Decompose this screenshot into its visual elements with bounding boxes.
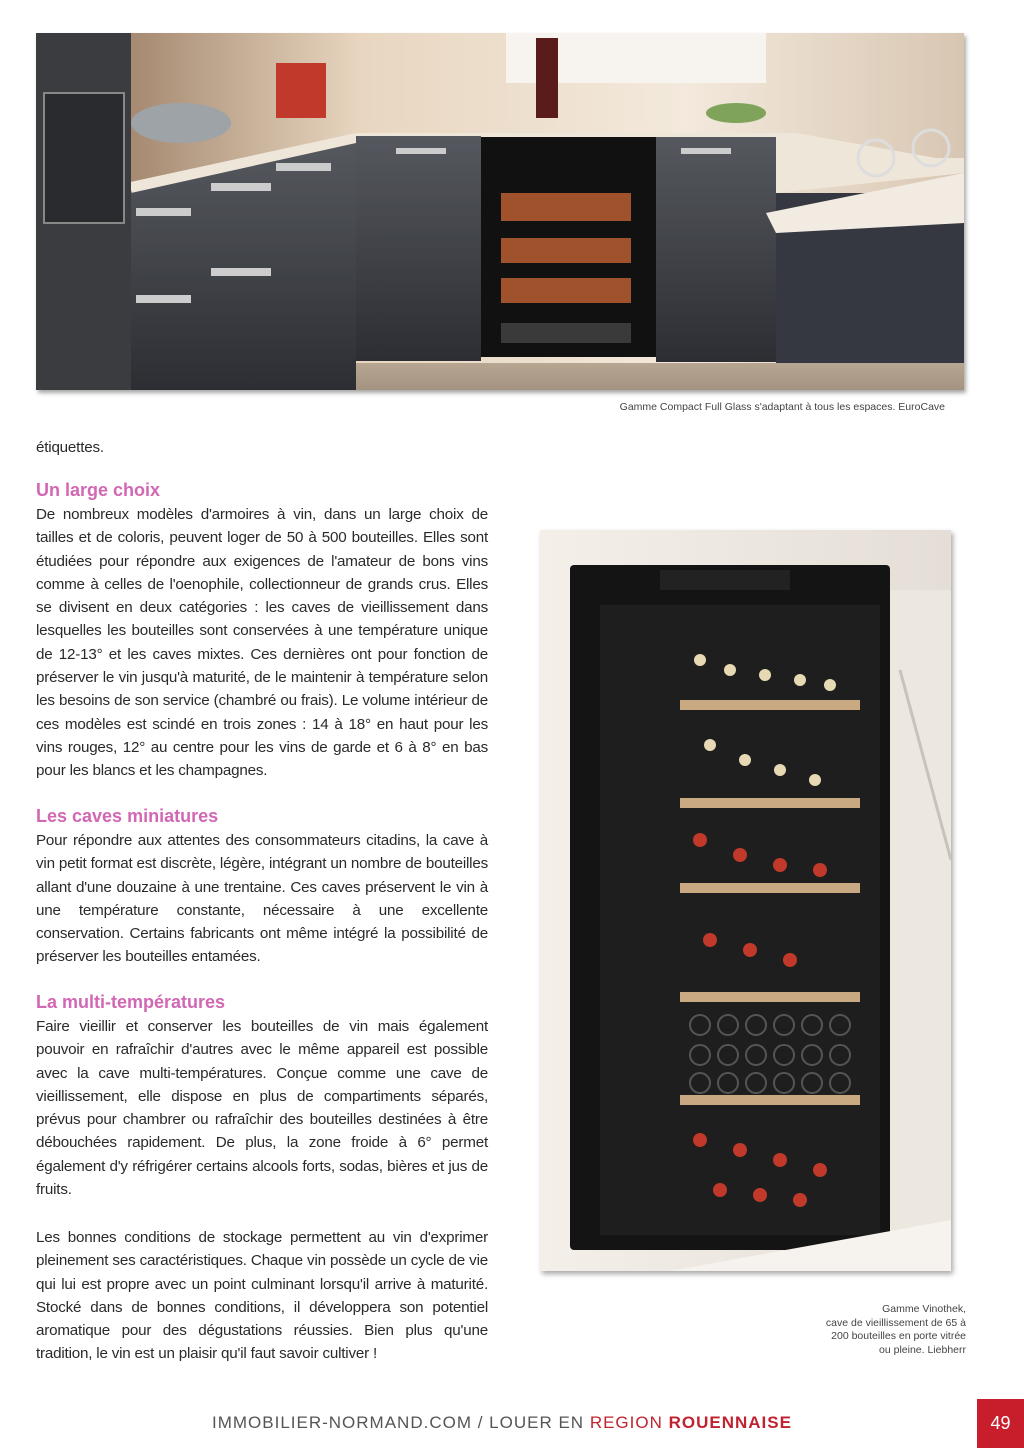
section-text: Pour répondre aux attentes des consommateurs citadins, la cave à vin petit format est discrète, légère, intégrant un nombre de bouteilles allant d'une douzaine à une trentaine. Ces caves préservent le vin à une température constante, nécessaire à une excellente conservation. Certains fabricants ont même intégré la possibilité de préserver les bouteilles entamées. <box>36 832 488 966</box>
caption-line: ou pleine. Liebherr <box>879 1343 966 1356</box>
caption-line: Gamme Vinothek, <box>882 1303 966 1315</box>
footer-part3: ROUENNAISE <box>668 1413 792 1432</box>
section-heading: Les caves miniatures <box>36 806 219 826</box>
section-text: De nombreux modèles d'armoires à vin, dans un large choix de tailles et de coloris, peuvent loger de 50 à 500 bouteilles. Elles sont étudiées pour répondre aux exigences de l'amateur de bons vins comme à celles de l'oenophile, collectionneur de grands crus. Elles se divisent en deux catégories : les caves de vieillissement dans lesquelles les bouteilles sont conservées à une température unique de 12-13° et les caves mixtes. Ces dernières ont pour fonction de préserver le vin jusqu'à maturité, de le maintenir à température selon les besoins de son service (chambré ou frais). Le volume intérieur de ces modèles est scindé en trois zones : 14 à 18° en haut pour les vins rouges, 12° au centre pour les vins de garde et 6 à 8° en bas pour les blancs et les champagnes. <box>36 506 488 780</box>
section-la-multi-temperatures <box>36 992 488 1201</box>
footer-site[interactable]: IMMOBILIER-NORMAND.COM <box>212 1413 472 1432</box>
intro-fragment: étiquettes. <box>36 439 104 456</box>
caption-line: 200 bouteilles en porte vitrée <box>831 1330 966 1343</box>
footer-part2: REGION <box>589 1413 669 1432</box>
closing-paragraph: Les bonnes conditions de stockage permettent au vin d'exprimer pleinement ses caractéristiques. Chaque vin possède un cycle de vie qui lui est propre avec un point culminant lorsqu'il arrive à maturité. Stocké dans de bonnes conditions, il développera son potentiel aromatique pour des dégustations réussies. Bien plus qu'une tradition, le vin est un plaisir qu'il faut savoir cultiver ! <box>36 1229 488 1363</box>
section-les-caves-miniatures <box>36 806 488 969</box>
cabinet-photo-caption <box>766 1303 966 1357</box>
footer-separator: / <box>472 1413 490 1432</box>
section-un-large-choix <box>36 480 488 783</box>
footer <box>212 1413 792 1433</box>
page-number: 49 <box>977 1399 1024 1448</box>
wine-cabinet-photo <box>540 530 951 1271</box>
section-heading: Un large choix <box>36 480 161 500</box>
section-heading: La multi-températures <box>36 992 226 1012</box>
section-text: Faire vieillir et conserver les bouteilles de vin mais également pouvoir en rafraîchir d'autres avec le même appareil est possible avec la cave multi-températures. Conçue comme une cave de vieillissement, elle dispose en plus de compartiments séparés, prévus pour chambrer ou rafraîchir des bouteilles destinées à être débouchées rapidement. De plus, la zone froide à 6° permet également d'y réfrigérer certains alcools forts, sodas, bières et jus de fruits. <box>36 1018 488 1199</box>
top-photo-caption: Gamme Compact Full Glass s'adaptant à tous les espaces. EuroCave <box>619 401 945 413</box>
footer-part1: LOUER EN <box>489 1413 590 1432</box>
caption-line: cave de vieillissement de 65 à <box>825 1316 966 1329</box>
kitchen-wine-cabinet-photo <box>36 33 964 390</box>
